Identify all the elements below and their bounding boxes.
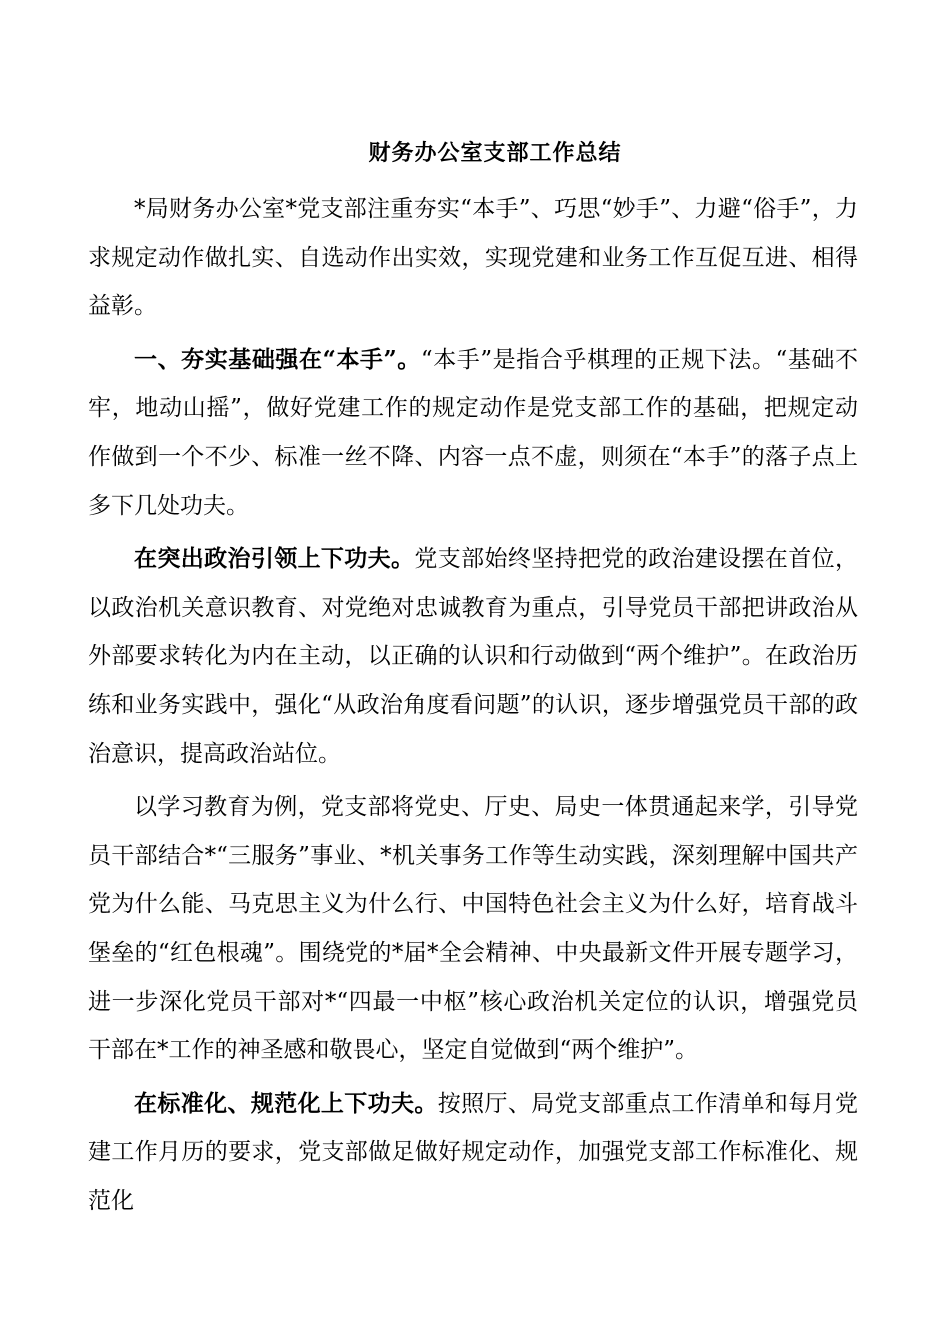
paragraph-study-education xyxy=(88,783,858,1075)
paragraph-text: 按照厅、局党支部重点工作清单和每月党建工作月历的要求，党支部做足做好规定动作，加强党支部工作标准化、规范化 xyxy=(88,1090,859,1214)
section-heading: 一、夯实基础强在“本手”。 xyxy=(134,345,421,373)
paragraph-section-one xyxy=(88,336,858,530)
paragraph-intro xyxy=(88,185,858,331)
subsection-heading: 在突出政治引领上下功夫。 xyxy=(134,545,415,573)
paragraph-standardization xyxy=(88,1080,858,1226)
paragraph-text: 党支部始终坚持把党的政治建设摆在首位，以政治机关意识教育、对党绝对忠诚教育为重点，引导党员干部把讲政治从外部要求转化为内在主动，以正确的认识和行动做到“两个维护”。在政治历练和业务实践中，强化“从政治角度看问题”的认识，逐步增强党员干部的政治意识，提高政治站位。 xyxy=(88,546,859,767)
paragraph-text: *局财务办公室*党支部注重夯实“本手”、巧思“妙手”、力避“俗手”，力求规定动作做扎实、自选动作出实效，实现党建和业务工作互促互进、相得益彰。 xyxy=(88,196,858,320)
subsection-heading: 在标准化、规范化上下功夫。 xyxy=(134,1089,438,1117)
paragraph-text: “本手”是指合乎棋理的正规下法。“基础不牢，地动山摇”，做好党建工作的规定动作是党支部工作的基础，把规定动作做到一个不少、标准一丝不降、内容一点不虚，则须在“本手”的落子点上多下几处功夫。 xyxy=(88,346,858,519)
paragraph-political-guidance xyxy=(88,535,858,778)
paragraph-text: 以学习教育为例，党支部将党史、厅史、局史一体贯通起来学，引导党员干部结合*“三服务”事业、*机关事务工作等生动实践，深刻理解中国共产党为什么能、马克思主义为什么行、中国特色社会主义为什么好，培育战斗堡垒的“红色根魂”。围绕党的*届*全会精神、中央最新文件开展专题学习，进一步深化党员干部对*“四最一中枢”核心政治机关定位的认识，增强党员干部在*工作的神圣感和敬畏心，坚定自觉做到“两个维护”。 xyxy=(88,794,858,1064)
document-title: 财务办公室支部工作总结 xyxy=(368,140,622,166)
document-body xyxy=(88,185,858,1225)
